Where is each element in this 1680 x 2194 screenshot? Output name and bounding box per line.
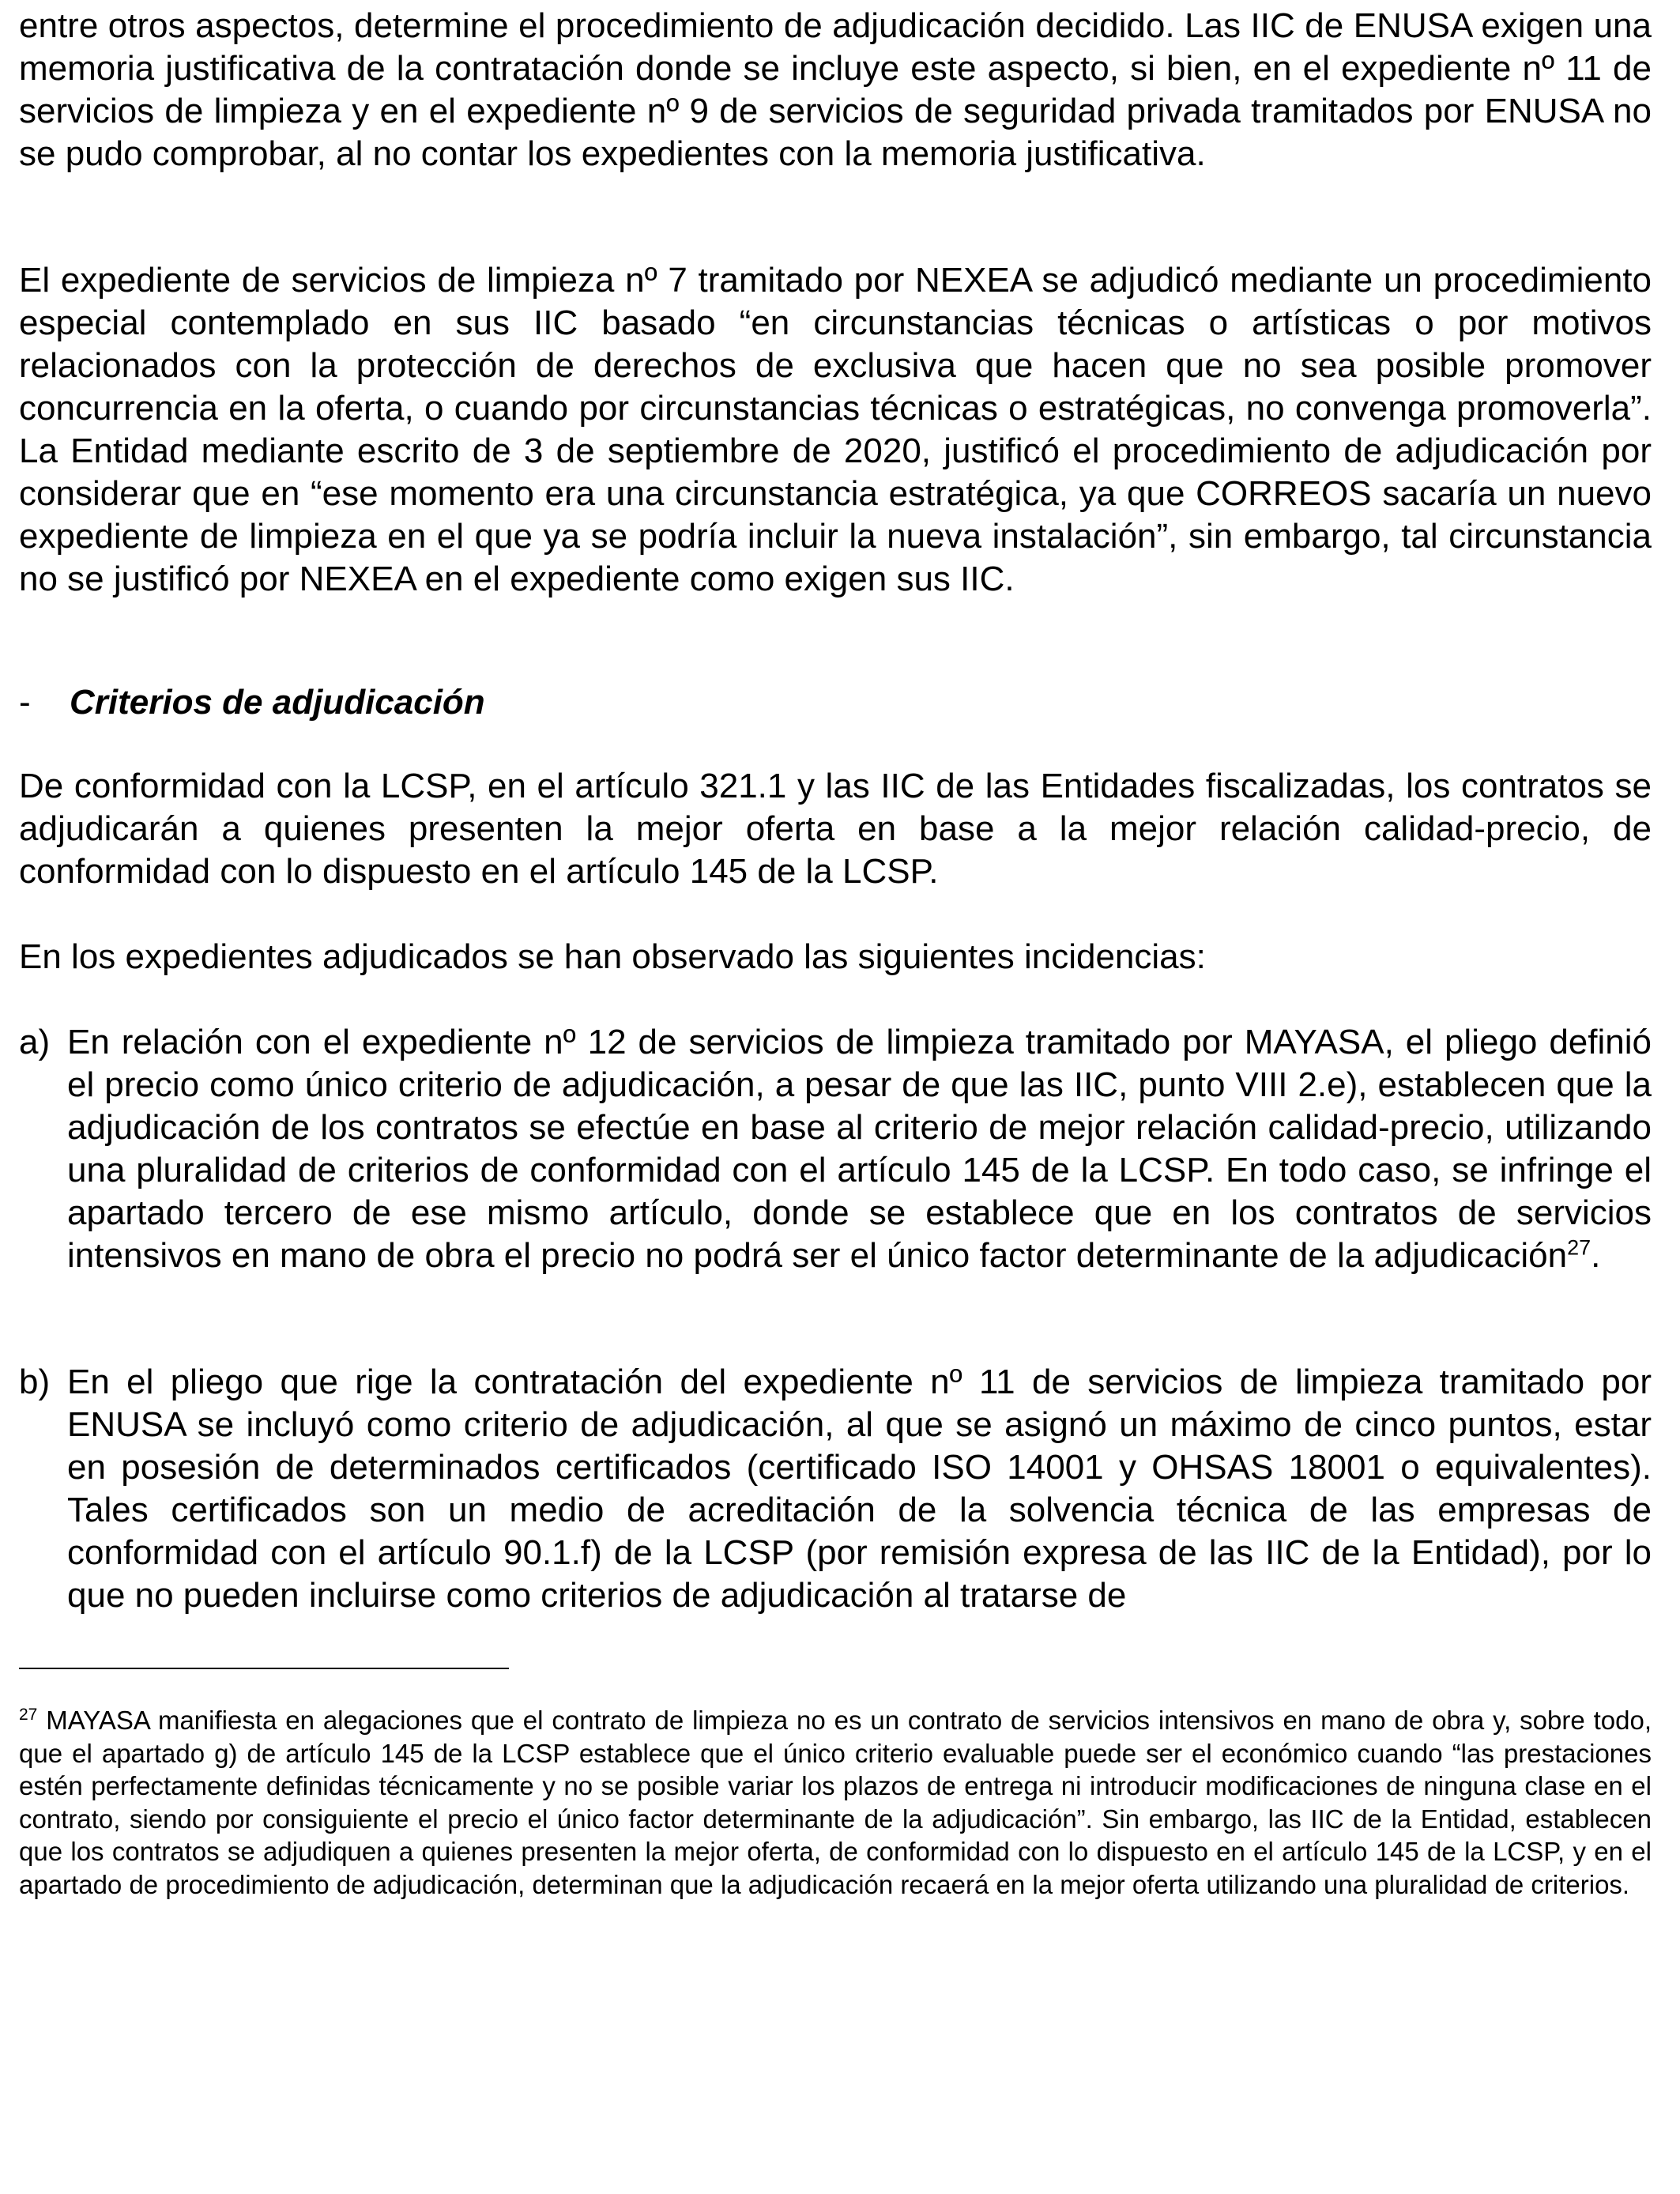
list-marker-a: a) [19,1023,51,1061]
heading-title: Criterios de adjudicación [70,683,485,722]
footnote-text: MAYASA manifiesta en alegaciones que el contrato de limpieza no es un contrato de servicios intensivos en mano de obra y, sobre todo, que el apartado g) de artículo 145 de la LCSP establece que el único criterio evaluable puede ser el económico cuando “las prestaciones estén perfectamente definidas técnicamente y no se posible variar los plazos de entrega ni introducir modificaciones de ninguna clase en el contrato, siendo por consiguiente el precio el único factor determinante de la adjudicación”. Sin embargo, las IIC de la Entidad, establecen que los contratos se adjudiquen a quienes presenten la mejor oferta, de conformidad con lo dispuesto en el artículo 145 de la LCSP, y en el apartado de procedimiento de adjudicación, determinan que la adjudicación recaerá en la mejor oferta utilizando una pluralidad de criterios. [19,1706,1652,1899]
list-item-a-body: En relación con el expediente nº 12 de servicios de limpieza tramitado por MAYASA, el pliego definió el precio como único criterio de adjudicación, a pesar de que las IIC, punto VIII 2.e), establecen que la adjudicación de los contratos se efectúe en base al criterio de mejor relación calidad-precio, utilizando una pluralidad de criterios de conformidad con el artículo 145 de la LCSP. En todo caso, se infringe el apartado tercero de ese mismo artículo, donde se establece que en los contratos de servicios intensivos en mano de obra el precio no podrá ser el único factor determinante de la adjudicación [67,1023,1652,1275]
paragraph-memoria-justificativa: entre otros aspectos, determine el procedimiento de adjudicación decidido. Las IIC de ENUSA exigen una memoria justificativa de la contratación donde se incluye este aspecto, si bien, en el expediente nº 11 de servicios de limpieza y en el expediente nº 9 de servicios de seguridad privada tramitados por ENUSA no se pudo comprobar, al no contar los expedientes con la memoria justificativa. [19,6,1652,173]
footnote-ref-27[interactable]: 27 [1567,1235,1591,1260]
paragraph-lcsp-conformidad: De conformidad con la LCSP, en el artículo 321.1 y las IIC de las Entidades fiscalizadas, los contratos se adjudicarán a quienes presenten la mejor oferta en base a la mejor relación calidad-precio, de conformidad con lo dispuesto en el artículo 145 de la LCSP. [19,767,1652,891]
list-item-a [19,1021,1652,1277]
list-item-b-text: En el pliego que rige la contratación del expediente nº 11 de servicios de limpieza tramitado por ENUSA se incluyó como criterio de adjudicación, al que se asignó un máximo de cinco puntos, estar en posesión de determinados certificados (certificado ISO 14001 y OHSAS 18001 o equivalentes). Tales certificados son un medio de acreditación de la solvencia técnica de las empresas de conformidad con el artículo 90.1.f) de la LCSP (por remisión expresa de las IIC de la Entidad), por lo que no pueden incluirse como criterios de adjudicación al tratarse de [67,1363,1652,1615]
footnote-divider [19,1668,509,1669]
heading-dash: - [19,683,31,722]
paragraph-incidencias-intro: En los expedientes adjudicados se han observado las siguientes incidencias: [19,937,1206,976]
list-marker-b: b) [19,1363,51,1401]
section-heading [19,681,1652,724]
list-item-a-text [67,1021,1652,1277]
list-item-b [19,1361,1652,1617]
paragraph-nexea-procedimiento: El expediente de servicios de limpieza nº 7 tramitado por NEXEA se adjudicó mediante un procedimiento especial contemplado en sus IIC basado “en circunstancias técnicas o artísticas o por motivos relacionados con la protección de derechos de exclusiva que hacen que no sea posible promover concurrencia en la oferta, o cuando por circunstancias técnicas o estratégicas, no convenga promoverla”. La Entidad mediante escrito de 3 de septiembre de 2020, justificó el procedimiento de adjudicación por considerar que en “ese momento era una circunstancia estratégica, ya que CORREOS sacaría un nuevo expediente de limpieza en el que ya se podría incluir la nueva instalación”, sin embargo, tal circunstancia no se justificó por NEXEA en el expediente como exigen sus IIC. [19,261,1652,598]
footnote-27 [19,1704,1652,1901]
footnote-number: 27 [19,1706,38,1724]
list-item-a-end: . [1591,1236,1601,1275]
